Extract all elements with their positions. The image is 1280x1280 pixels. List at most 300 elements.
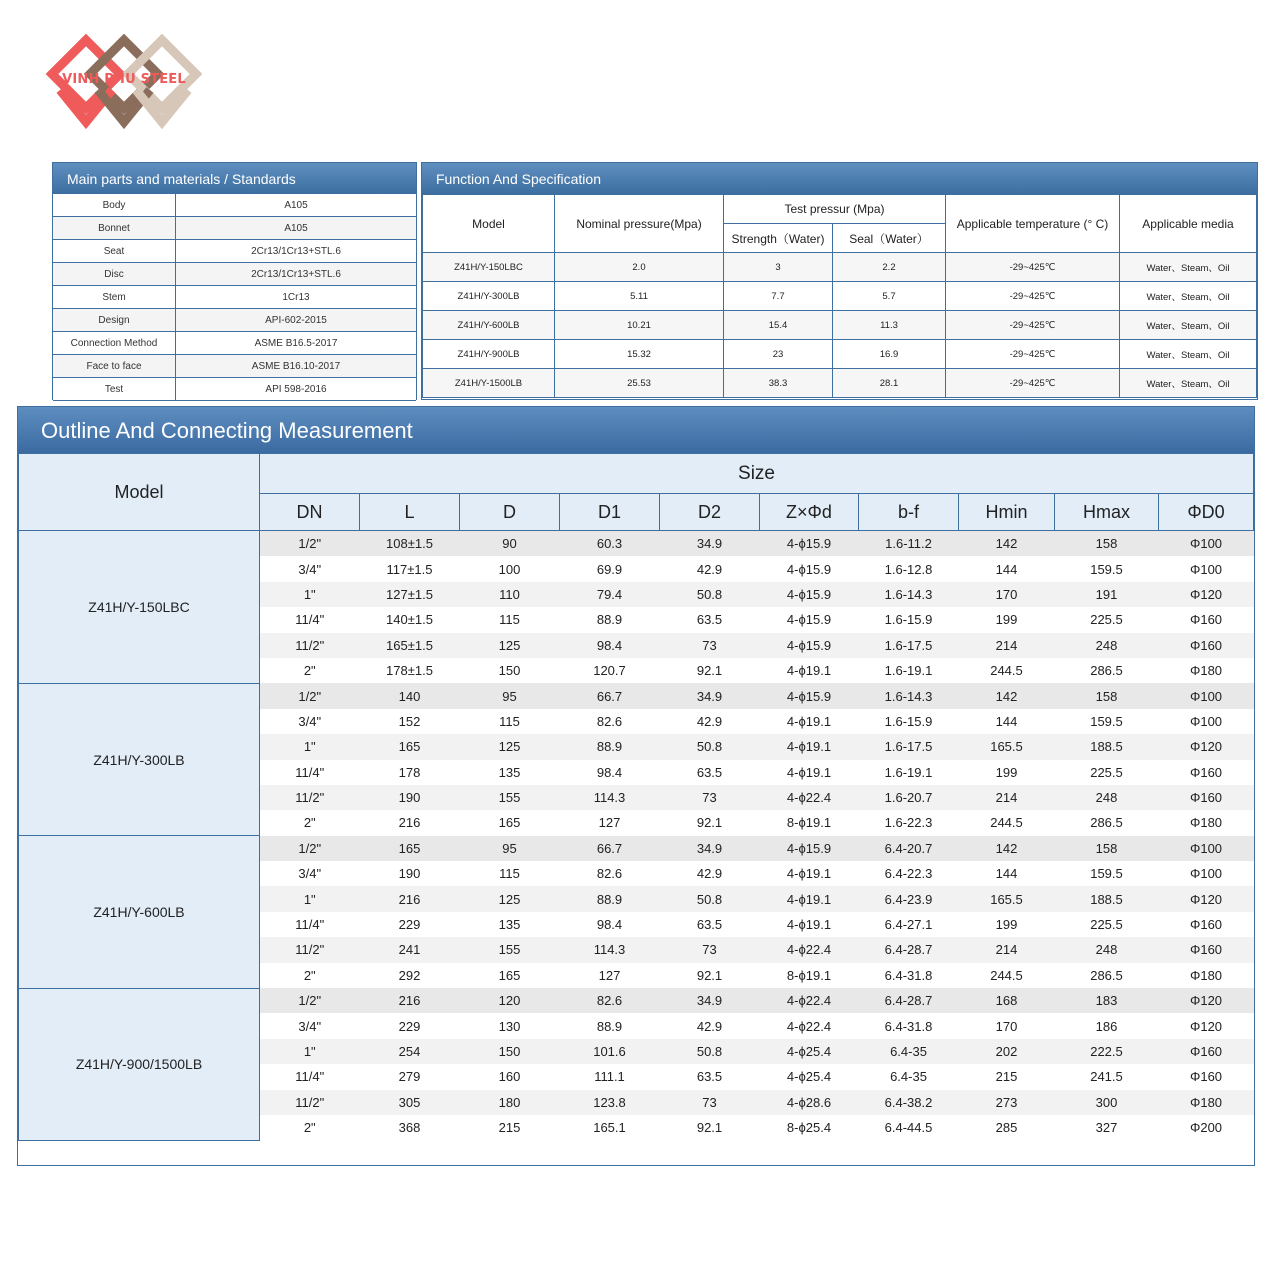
outline-row xyxy=(19,988,1254,1013)
outline-cell: 4-ϕ15.9 xyxy=(760,836,859,861)
outline-cell: 214 xyxy=(959,937,1055,962)
outline-cell: Φ160 xyxy=(1159,633,1254,658)
outline-cell: 82.6 xyxy=(560,709,660,734)
outline-cell: 3/4" xyxy=(260,556,360,581)
outline-cell: 4-ϕ19.1 xyxy=(760,760,859,785)
outline-cell: Φ100 xyxy=(1159,709,1254,734)
spec-row xyxy=(423,311,1257,340)
outline-col-header: b-f xyxy=(859,494,959,531)
outline-row xyxy=(19,683,1254,708)
outline-cell: 6.4-31.8 xyxy=(859,1013,959,1038)
outline-cell: 63.5 xyxy=(660,912,760,937)
outline-cell: 42.9 xyxy=(660,556,760,581)
outline-cell: 244.5 xyxy=(959,810,1055,835)
materials-row xyxy=(53,309,416,332)
outline-col-header: D1 xyxy=(560,494,660,531)
material-part: Face to face xyxy=(53,355,176,378)
outline-cell: 3/4" xyxy=(260,861,360,886)
outline-cell: 6.4-35 xyxy=(859,1064,959,1089)
outline-row xyxy=(19,836,1254,861)
materials-row xyxy=(53,378,416,401)
outline-cell: 6.4-44.5 xyxy=(859,1115,959,1140)
outline-cell: 6.4-27.1 xyxy=(859,912,959,937)
outline-cell: Φ120 xyxy=(1159,734,1254,759)
outline-cell: 140 xyxy=(360,683,460,708)
spec-media: Water、Steam、Oil xyxy=(1120,369,1257,398)
outline-cell: 1.6-15.9 xyxy=(859,709,959,734)
outline-cell: 8-ϕ19.1 xyxy=(760,810,859,835)
outline-cell: 244.5 xyxy=(959,963,1055,988)
outline-cell: 286.5 xyxy=(1055,658,1159,683)
outline-cell: 4-ϕ22.4 xyxy=(760,1013,859,1038)
materials-panel xyxy=(52,162,417,400)
outline-cell: 165.5 xyxy=(959,886,1055,911)
outline-cell: 168 xyxy=(959,988,1055,1013)
outline-cell: 11/2" xyxy=(260,1090,360,1115)
outline-model: Z41H/Y-300LB xyxy=(19,683,260,835)
outline-cell: 368 xyxy=(360,1115,460,1140)
outline-cell: 244.5 xyxy=(959,658,1055,683)
spec-seal: 28.1 xyxy=(833,369,946,398)
outline-cell: 8-ϕ25.4 xyxy=(760,1115,859,1140)
materials-row xyxy=(53,240,416,263)
outline-cell: 6.4-38.2 xyxy=(859,1090,959,1115)
spec-title: Function And Specification xyxy=(422,163,1257,194)
outline-cell: 34.9 xyxy=(660,836,760,861)
outline-cell: 2" xyxy=(260,1115,360,1140)
outline-cell: 127 xyxy=(560,810,660,835)
outline-cell: 1/2" xyxy=(260,836,360,861)
outline-cell: 4-ϕ15.9 xyxy=(760,531,859,557)
outline-cell: 286.5 xyxy=(1055,810,1159,835)
outline-cell: 115 xyxy=(460,861,560,886)
outline-cell: 165.1 xyxy=(560,1115,660,1140)
material-value: API-602-2015 xyxy=(176,309,417,332)
outline-cell: 4-ϕ19.1 xyxy=(760,912,859,937)
outline-cell: 90 xyxy=(460,531,560,557)
spec-table xyxy=(422,194,1257,398)
materials-row xyxy=(53,217,416,240)
outline-cell: Φ160 xyxy=(1159,785,1254,810)
outline-cell: 248 xyxy=(1055,633,1159,658)
outline-cell: 142 xyxy=(959,531,1055,557)
outline-cell: 110 xyxy=(460,582,560,607)
outline-cell: 1/2" xyxy=(260,531,360,557)
outline-cell: 1" xyxy=(260,582,360,607)
outline-cell: Φ180 xyxy=(1159,810,1254,835)
outline-cell: 63.5 xyxy=(660,1064,760,1089)
outline-cell: 229 xyxy=(360,1013,460,1038)
outline-model: Z41H/Y-150LBC xyxy=(19,531,260,684)
outline-cell: 95 xyxy=(460,836,560,861)
outline-cell: 11/2" xyxy=(260,937,360,962)
outline-cell: Φ100 xyxy=(1159,556,1254,581)
outline-col-header: Hmin xyxy=(959,494,1055,531)
outline-cell: 4-ϕ22.4 xyxy=(760,988,859,1013)
spec-model: Z41H/Y-600LB xyxy=(423,311,555,340)
outline-cell: 165 xyxy=(360,734,460,759)
outline-cell: 1" xyxy=(260,886,360,911)
outline-cell: 159.5 xyxy=(1055,861,1159,886)
outline-cell: 215 xyxy=(460,1115,560,1140)
outline-cell: 170 xyxy=(959,582,1055,607)
outline-cell: 69.9 xyxy=(560,556,660,581)
outline-cell: 6.4-28.7 xyxy=(859,988,959,1013)
outline-cell: 1/2" xyxy=(260,988,360,1013)
outline-cell: 1.6-19.1 xyxy=(859,658,959,683)
outline-cell: 216 xyxy=(360,810,460,835)
outline-cell: 82.6 xyxy=(560,988,660,1013)
outline-cell: 199 xyxy=(959,912,1055,937)
outline-cell: 34.9 xyxy=(660,531,760,557)
spec-media: Water、Steam、Oil xyxy=(1120,311,1257,340)
spec-nominal: 15.32 xyxy=(555,340,724,369)
outline-cell: Φ100 xyxy=(1159,531,1254,557)
outline-cell: 155 xyxy=(460,785,560,810)
spec-header-strength: Strength（Water) xyxy=(724,224,833,253)
outline-cell: 6.4-22.3 xyxy=(859,861,959,886)
outline-col-header: Hmax xyxy=(1055,494,1159,531)
outline-cell: 95 xyxy=(460,683,560,708)
outline-cell: 202 xyxy=(959,1039,1055,1064)
outline-cell: 127±1.5 xyxy=(360,582,460,607)
outline-cell: 285 xyxy=(959,1115,1055,1140)
outline-cell: 178±1.5 xyxy=(360,658,460,683)
outline-cell: Φ120 xyxy=(1159,988,1254,1013)
outline-cell: Φ120 xyxy=(1159,582,1254,607)
outline-cell: 159.5 xyxy=(1055,709,1159,734)
outline-cell: 50.8 xyxy=(660,886,760,911)
spec-panel xyxy=(421,162,1258,400)
outline-cell: 165 xyxy=(360,836,460,861)
outline-cell: 1.6-19.1 xyxy=(859,760,959,785)
outline-cell: 50.8 xyxy=(660,734,760,759)
spec-header-media: Applicable media xyxy=(1120,195,1257,253)
outline-cell: 4-ϕ15.9 xyxy=(760,582,859,607)
outline-cell: 125 xyxy=(460,886,560,911)
outline-cell: 66.7 xyxy=(560,836,660,861)
spec-temp: -29~425℃ xyxy=(946,369,1120,398)
spec-header-temp: Applicable temperature (° C) xyxy=(946,195,1120,253)
outline-cell: 1.6-17.5 xyxy=(859,734,959,759)
outline-cell: 42.9 xyxy=(660,709,760,734)
outline-cell: 4-ϕ15.9 xyxy=(760,556,859,581)
outline-col-header: DN xyxy=(260,494,360,531)
materials-row xyxy=(53,194,416,217)
spec-strength: 15.4 xyxy=(724,311,833,340)
materials-row xyxy=(53,286,416,309)
outline-cell: 2" xyxy=(260,963,360,988)
outline-cell: 158 xyxy=(1055,836,1159,861)
outline-cell: 241.5 xyxy=(1055,1064,1159,1089)
outline-cell: 305 xyxy=(360,1090,460,1115)
outline-cell: 1.6-22.3 xyxy=(859,810,959,835)
outline-cell: 1" xyxy=(260,1039,360,1064)
outline-cell: 63.5 xyxy=(660,607,760,632)
outline-cell: 159.5 xyxy=(1055,556,1159,581)
outline-cell: 4-ϕ22.4 xyxy=(760,937,859,962)
outline-cell: 188.5 xyxy=(1055,734,1159,759)
outline-cell: 73 xyxy=(660,1090,760,1115)
spec-row xyxy=(423,369,1257,398)
outline-cell: 183 xyxy=(1055,988,1159,1013)
outline-cell: 254 xyxy=(360,1039,460,1064)
outline-header-size: Size xyxy=(260,454,1254,494)
spec-seal: 5.7 xyxy=(833,282,946,311)
outline-cell: 199 xyxy=(959,760,1055,785)
outline-cell: 34.9 xyxy=(660,683,760,708)
outline-cell: 1.6-17.5 xyxy=(859,633,959,658)
outline-cell: Φ160 xyxy=(1159,937,1254,962)
outline-cell: 214 xyxy=(959,633,1055,658)
outline-cell: 92.1 xyxy=(660,658,760,683)
outline-cell: 279 xyxy=(360,1064,460,1089)
outline-cell: 165±1.5 xyxy=(360,633,460,658)
outline-cell: 11/4" xyxy=(260,912,360,937)
outline-cell: 178 xyxy=(360,760,460,785)
spec-nominal: 5.11 xyxy=(555,282,724,311)
outline-cell: 4-ϕ15.9 xyxy=(760,633,859,658)
logo-wordmark: VINH PHU STEEL xyxy=(62,72,186,87)
outline-cell: 11/2" xyxy=(260,633,360,658)
outline-cell: 63.5 xyxy=(660,760,760,785)
spec-seal: 2.2 xyxy=(833,253,946,282)
outline-cell: 4-ϕ19.1 xyxy=(760,886,859,911)
outline-cell: 3/4" xyxy=(260,1013,360,1038)
outline-cell: 6.4-20.7 xyxy=(859,836,959,861)
spec-temp: -29~425℃ xyxy=(946,253,1120,282)
outline-cell: 144 xyxy=(959,709,1055,734)
outline-cell: 135 xyxy=(460,760,560,785)
outline-cell: 60.3 xyxy=(560,531,660,557)
outline-cell: 98.4 xyxy=(560,760,660,785)
outline-title: Outline And Connecting Measurement xyxy=(18,407,1254,453)
outline-cell: 4-ϕ19.1 xyxy=(760,861,859,886)
outline-cell: 100 xyxy=(460,556,560,581)
outline-col-header: ΦD0 xyxy=(1159,494,1254,531)
outline-cell: 135 xyxy=(460,912,560,937)
spec-strength: 7.7 xyxy=(724,282,833,311)
outline-cell: 222.5 xyxy=(1055,1039,1159,1064)
spec-nominal: 10.21 xyxy=(555,311,724,340)
outline-cell: 4-ϕ28.6 xyxy=(760,1090,859,1115)
outline-cell: Φ100 xyxy=(1159,683,1254,708)
spec-media: Water、Steam、Oil xyxy=(1120,340,1257,369)
outline-cell: Φ120 xyxy=(1159,886,1254,911)
outline-cell: 1.6-11.2 xyxy=(859,531,959,557)
outline-cell: 140±1.5 xyxy=(360,607,460,632)
materials-row xyxy=(53,332,416,355)
outline-cell: 92.1 xyxy=(660,963,760,988)
outline-cell: 144 xyxy=(959,861,1055,886)
outline-cell: 165.5 xyxy=(959,734,1055,759)
outline-cell: 117±1.5 xyxy=(360,556,460,581)
outline-cell: Φ100 xyxy=(1159,836,1254,861)
outline-cell: 92.1 xyxy=(660,810,760,835)
material-part: Stem xyxy=(53,286,176,309)
outline-cell: 4-ϕ19.1 xyxy=(760,734,859,759)
outline-cell: 225.5 xyxy=(1055,607,1159,632)
outline-cell: 144 xyxy=(959,556,1055,581)
outline-cell: 150 xyxy=(460,658,560,683)
outline-cell: 273 xyxy=(959,1090,1055,1115)
outline-cell: Φ180 xyxy=(1159,658,1254,683)
spec-temp: -29~425℃ xyxy=(946,340,1120,369)
spec-row xyxy=(423,253,1257,282)
spec-header-test: Test pressur (Mpa) xyxy=(724,195,946,224)
material-value: A105 xyxy=(176,194,417,217)
outline-cell: 66.7 xyxy=(560,683,660,708)
outline-cell: Φ160 xyxy=(1159,607,1254,632)
outline-cell: 1/2" xyxy=(260,683,360,708)
outline-cell: 158 xyxy=(1055,683,1159,708)
outline-cell: 6.4-28.7 xyxy=(859,937,959,962)
outline-cell: Φ180 xyxy=(1159,1090,1254,1115)
material-part: Disc xyxy=(53,263,176,286)
outline-cell: 190 xyxy=(360,785,460,810)
outline-cell: 4-ϕ15.9 xyxy=(760,683,859,708)
outline-cell: 170 xyxy=(959,1013,1055,1038)
outline-table xyxy=(18,453,1254,1141)
outline-cell: 180 xyxy=(460,1090,560,1115)
outline-cell: 1.6-15.9 xyxy=(859,607,959,632)
material-value: 2Cr13/1Cr13+STL.6 xyxy=(176,263,417,286)
material-value: ASME B16.5-2017 xyxy=(176,332,417,355)
outline-cell: 150 xyxy=(460,1039,560,1064)
outline-cell: 11/2" xyxy=(260,785,360,810)
spec-temp: -29~425℃ xyxy=(946,311,1120,340)
outline-cell: 111.1 xyxy=(560,1064,660,1089)
outline-cell: 92.1 xyxy=(660,1115,760,1140)
material-part: Test xyxy=(53,378,176,401)
material-part: Seat xyxy=(53,240,176,263)
outline-cell: 2" xyxy=(260,810,360,835)
outline-header-model: Model xyxy=(19,454,260,531)
materials-title: Main parts and materials / Standards xyxy=(53,163,416,194)
outline-cell: 11/4" xyxy=(260,1064,360,1089)
outline-cell: 4-ϕ19.1 xyxy=(760,658,859,683)
outline-cell: 82.6 xyxy=(560,861,660,886)
outline-cell: 6.4-35 xyxy=(859,1039,959,1064)
outline-cell: Φ160 xyxy=(1159,1064,1254,1089)
outline-cell: 225.5 xyxy=(1055,760,1159,785)
material-value: 1Cr13 xyxy=(176,286,417,309)
outline-cell: 130 xyxy=(460,1013,560,1038)
spec-strength: 3 xyxy=(724,253,833,282)
outline-cell: 73 xyxy=(660,937,760,962)
spec-strength: 23 xyxy=(724,340,833,369)
outline-cell: 11/4" xyxy=(260,760,360,785)
spec-seal: 11.3 xyxy=(833,311,946,340)
outline-panel xyxy=(17,406,1255,1166)
outline-col-header: D2 xyxy=(660,494,760,531)
outline-col-header: L xyxy=(360,494,460,531)
outline-cell: 215 xyxy=(959,1064,1055,1089)
outline-cell: 142 xyxy=(959,836,1055,861)
outline-cell: 142 xyxy=(959,683,1055,708)
spec-seal: 16.9 xyxy=(833,340,946,369)
spec-nominal: 25.53 xyxy=(555,369,724,398)
outline-cell: 88.9 xyxy=(560,1013,660,1038)
outline-cell: 98.4 xyxy=(560,912,660,937)
outline-cell: Φ120 xyxy=(1159,1013,1254,1038)
spec-temp: -29~425℃ xyxy=(946,282,1120,311)
spec-header-seal: Seal（Water） xyxy=(833,224,946,253)
outline-cell: 4-ϕ22.4 xyxy=(760,785,859,810)
outline-cell: 127 xyxy=(560,963,660,988)
outline-cell: 88.9 xyxy=(560,607,660,632)
outline-cell: 88.9 xyxy=(560,886,660,911)
outline-cell: 108±1.5 xyxy=(360,531,460,557)
outline-cell: 155 xyxy=(460,937,560,962)
outline-cell: Φ160 xyxy=(1159,1039,1254,1064)
outline-cell: 292 xyxy=(360,963,460,988)
materials-row xyxy=(53,355,416,378)
outline-cell: 286.5 xyxy=(1055,963,1159,988)
outline-cell: 199 xyxy=(959,607,1055,632)
outline-cell: 4-ϕ19.1 xyxy=(760,709,859,734)
outline-cell: 4-ϕ25.4 xyxy=(760,1039,859,1064)
outline-cell: 216 xyxy=(360,988,460,1013)
outline-cell: 120 xyxy=(460,988,560,1013)
outline-cell: 50.8 xyxy=(660,1039,760,1064)
outline-cell: 4-ϕ15.9 xyxy=(760,607,859,632)
spec-media: Water、Steam、Oil xyxy=(1120,282,1257,311)
outline-cell: 34.9 xyxy=(660,988,760,1013)
outline-cell: 186 xyxy=(1055,1013,1159,1038)
outline-cell: 2" xyxy=(260,658,360,683)
material-value: 2Cr13/1Cr13+STL.6 xyxy=(176,240,417,263)
outline-col-header: Z×Φd xyxy=(760,494,859,531)
outline-model: Z41H/Y-600LB xyxy=(19,836,260,988)
spec-model: Z41H/Y-900LB xyxy=(423,340,555,369)
outline-cell: 165 xyxy=(460,810,560,835)
outline-cell: 114.3 xyxy=(560,785,660,810)
outline-cell: 6.4-31.8 xyxy=(859,963,959,988)
outline-cell: Φ180 xyxy=(1159,963,1254,988)
outline-cell: 11/4" xyxy=(260,607,360,632)
spec-model: Z41H/Y-150LBC xyxy=(423,253,555,282)
outline-cell: 115 xyxy=(460,607,560,632)
outline-cell: 115 xyxy=(460,709,560,734)
outline-cell: Φ160 xyxy=(1159,760,1254,785)
outline-cell: Φ100 xyxy=(1159,861,1254,886)
materials-row xyxy=(53,263,416,286)
outline-cell: 114.3 xyxy=(560,937,660,962)
outline-cell: 152 xyxy=(360,709,460,734)
outline-cell: 73 xyxy=(660,785,760,810)
materials-table xyxy=(53,194,416,401)
outline-cell: Φ200 xyxy=(1159,1115,1254,1140)
outline-cell: 73 xyxy=(660,633,760,658)
outline-cell: 125 xyxy=(460,633,560,658)
outline-cell: 1.6-20.7 xyxy=(859,785,959,810)
outline-cell: 120.7 xyxy=(560,658,660,683)
spec-media: Water、Steam、Oil xyxy=(1120,253,1257,282)
spec-nominal: 2.0 xyxy=(555,253,724,282)
spec-header-model: Model xyxy=(423,195,555,253)
outline-cell: 248 xyxy=(1055,937,1159,962)
material-value: A105 xyxy=(176,217,417,240)
spec-row xyxy=(423,282,1257,311)
spec-model: Z41H/Y-1500LB xyxy=(423,369,555,398)
material-part: Body xyxy=(53,194,176,217)
outline-cell: 125 xyxy=(460,734,560,759)
material-part: Design xyxy=(53,309,176,332)
outline-cell: 191 xyxy=(1055,582,1159,607)
outline-cell: 1.6-12.8 xyxy=(859,556,959,581)
spec-header-nominal: Nominal pressure(Mpa) xyxy=(555,195,724,253)
